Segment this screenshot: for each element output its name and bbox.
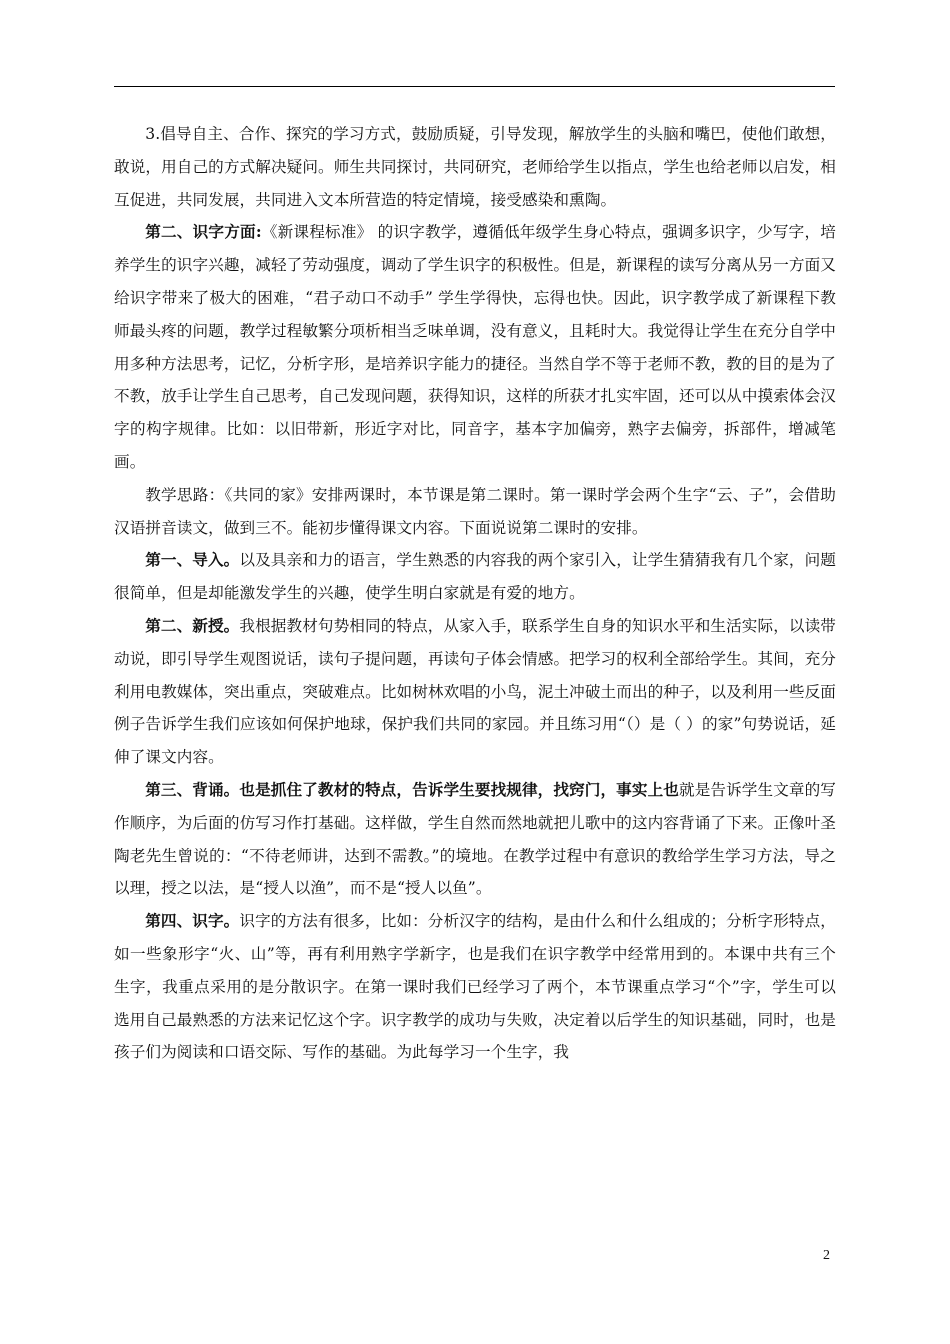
document-body [114, 118, 836, 1069]
paragraph-recitation [114, 774, 836, 905]
paragraph-text: 《新课程标准》 的识字教学，遵循低年级学生身心特点，强调多识字，少写字，培养学生的识字兴趣，减轻了劳动强度，调动了学生识字的积极性。但是，新课程的读写分离从另一方面又给识字带来了极大的困难，“君子动口不动手” 学生学得快，忘得也快。因此，识字教学成了新课程下教师最头疼的问题，教学过程敏繁分项析相当乏味单调，没有意义，且耗时大。我觉得让学生在充分自学中用多种方法思考，记忆，分析字形，是培养识字能力的捷径。当然自学不等于老师不教，教的目的是为了不教，放手让学生自己思考，自己发现问题，获得知识，这样的所获才扎实牢固，还可以从中摸索体会汉字的构字规律。比如：以旧带新，形近字对比，同音字，基本字加偏旁，熟字去偏旁，拆部件，增减笔画。 [114, 223, 836, 471]
paragraph-lead: 第二、识字方面: [145, 222, 262, 242]
paragraph-text: 3.倡导自主、合作、探究的学习方式，鼓励质疑，引导发现，解放学生的头脑和嘴巴，使他们敢想，敢说，用自己的方式解决疑问。师生共同探讨，共同研究，老师给学生以指点，学生也给老师以启发，相互促进，共同发展，共同进入文本所营造的特定情境，接受感染和熏陶。 [114, 125, 836, 209]
paragraph-text: 我根据教材句势相同的特点，从家入手，联系学生自身的知识水平和生活实际，以读带动说，即引导学生观图说话，读句子提问题，再读句子体会情感。把学习的权利全部给学生。其间，充分利用电教媒体，突出重点，突破难点。比如树林欢唱的小鸟，泥土冲破土而出的种子，以及利用一些反面例子告诉学生我们应该如何保护地球，保护我们共同的家园。并且练习用“（）是（ ）的家”句势说话，延伸了课文内容。 [114, 616, 836, 767]
paragraph-lead: 第三、背诵。也是抓住了教材的特点，告诉学生要找规律，找窍门，事实上也 [145, 779, 679, 799]
paragraph-character-learning [114, 905, 836, 1069]
paragraph-learning-methods [114, 118, 836, 216]
paragraph-introduction [114, 544, 836, 610]
paragraph-teaching-plan [114, 479, 836, 545]
paragraph-lead: 第四、识字。 [145, 911, 240, 931]
paragraph-text: 教学思路：《共同的家》安排两课时，本节课是第二课时。第一课时学会两个生字“云、子”，会借助汉语拼音读文，做到三不。能初步懂得课文内容。下面说说第二课时的安排。 [114, 485, 836, 537]
paragraph-literacy [114, 216, 836, 478]
paragraph-text: 以及具亲和力的语言，学生熟悉的内容我的两个家引入，让学生猜猜我有几个家，问题很简单，但是却能激发学生的兴趣，使学生明白家就是有爱的地方。 [114, 551, 836, 603]
page-number: 2 [823, 1248, 830, 1263]
paragraph-new-lesson [114, 610, 836, 774]
paragraph-lead: 第二、新授。 [145, 615, 240, 635]
header-rule [114, 86, 835, 87]
paragraph-lead: 第一、导入。 [145, 550, 240, 570]
paragraph-text: 识字的方法有很多，比如：分析汉字的结构，是由什么和什么组成的；分析字形特点，如一些象形字“火、山”等，再有利用熟字学新字，也是我们在识字教学中经常用到的。本课中共有三个生字，我重点采用的是分散识字。在第一课时我们已经学习了两个，本节课重点学习“个”字，学生可以选用自己最熟悉的方法来记忆这个字。识字教学的成功与失败，决定着以后学生的知识基础，同时，也是孩子们为阅读和口语交际、写作的基础。为此每学习一个生字，我 [114, 912, 836, 1062]
paragraph-text: 就是告诉学生文章的写作顺序，为后面的仿写习作打基础。这样做，学生自然而然地就把儿歌中的这内容背诵了下来。正像叶圣陶老先生曾说的：“不待老师讲，达到不需教。”的境地。在教学过程中有意识的教给学生学习方法，导之以理，授之以法，是“授人以渔”，而不是“授人以鱼”。 [114, 780, 836, 898]
